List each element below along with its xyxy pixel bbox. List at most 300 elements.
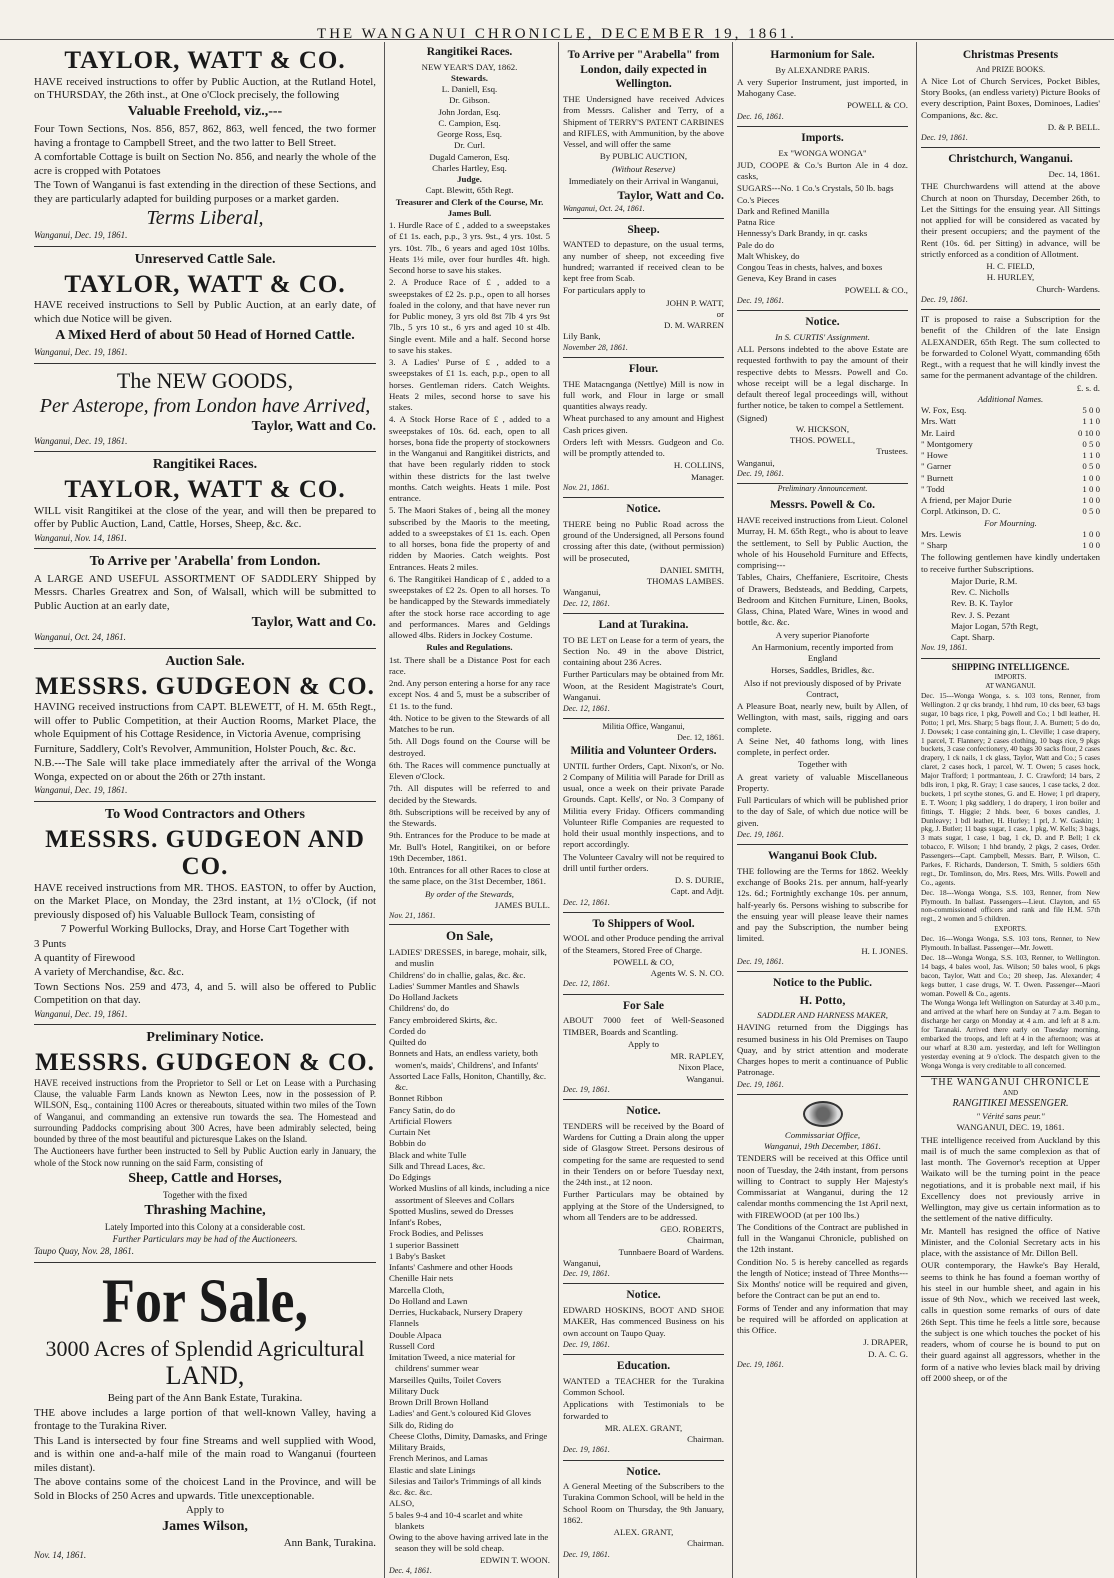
race-entry: 5. The Maori Stakes of , being all the money subscribed by the Maoris to the meeting, added to a sweepstakes of £1 1s. each. Open to all horses, bona fide the property of and ridden by Maories. Catch weights. Post Entrances. Heats 2 miles. [389,505,550,572]
ad-signature: D. & P. BELL. [1047,121,1100,132]
onsale-item: Cheese Cloths, Dimity, Damasks, and Fringe [389,1430,548,1441]
ad-firm: MESSRS. GUDGEON AND CO. [45,825,365,881]
masthead: THE WANGANUI CHRONICLE, DECEMBER 19, 1861. [0,0,1114,40]
ad-text: Furniture, Saddlery, Colt's Revolver, Ammunition, Holster Pouch, &c. &c. [34,742,356,755]
onsale-item: Russell Cord [389,1340,435,1351]
ad-text: Apply to [185,1504,225,1516]
ad-for-sale-timber [563,995,724,1100]
import-item: Hennessy's Dark Brandy, in qr. casks [737,228,868,239]
ad-signature: MR. RAPLEY, [670,1051,724,1062]
ad-text: HAVING returned from the Diggings has resumed business in his Old Premises on Taupo Quay, and by strict attention and moderate Charges hopes to merit a continuance of Public Patronage. [737,1022,908,1078]
ad-date: Dec. 12, 1861. [563,897,610,907]
ad-text: THE following are the Terms for 1862. Weekly exchange of Books 21s. per annum, half-yearly 12s. 6d.; Fortnightly exchange 10s. per annum, half-yearly 6s. Persons wishing to subscribe for the ensuing year will please leave their names and pay the Subscription, the number being limited. [737,865,908,944]
onsale-item: Imitation Tweed, a nice material for childrens' summer wear [389,1352,516,1374]
ad-text: A Seine Net, 40 fathoms long, with lines complete, in perfect order. [737,735,908,758]
ad-title: Unreserved Cattle Sale. [134,251,276,267]
subscription-row [921,473,1100,484]
shipping-text: Dec. 15---Wonga Wonga, s. s. 103 tons, Renner, from Wellington. 2 qr cks brandy, 1 hhd rum, 10 cks beer, 63 bags sugar, 10 bags rice, 1 pkg, Powell and Co.; 1 bdl leather, H. Potto; 1 prl, Mrs. Sharp; 5 bags flour, J. A. Burnett; 5 do do, J. Dowsek; 1 case containing gin, L. Cleville; 1 case drapery, 1 parcel, T. Flannery; 2 cases clothing, 10 bags rice, 9 pkgs buckets, 3 case confectionery, 40 bags 30 sacks flour, 2 cases drapery, 1 ck nails, 1 ck glass, Taylor, Watt and Co.; 5 cases claret, 2 cases hock, 1 parcel, W. T. Owen; 5 cases hock, Major Trafford; 1 portmanteau, J. C. Crawford; 14 bars, 2 bdls iron, 1 pkg, R. Gray; 1 case sauces, 1 case tacks, 2 doz. buckets, 1 prl scythe stones, G. and E. Howe; 1 prl drapery, E. T. Woon; 1 pkg saddlery, 1 do drapery, 1 iron boiler and fittings, T. Higgie; 2 hhds. beer, 6 boxes candles, J. Dunleavy; 1 bdl leather, H. Hurley; 1 prl, J. W. Gaskin; 1 pkg, J. Butler; 11 bags sugar, 1 case, 1 pkg, W. Kells; 3 bags, 3 mats sugar, 1 case, 1 bag, 1 ck, D. and P. Bell; 1 ck tobacco, F. Wilson; 1 hhd brandy, 2 pkgs, 2 cases, Order. Passengers---Capt. Campbell, Messrs. Barr, P. Wilson, C. Parkes, F. Richards, Danderson, T. Smith, 5 soldiers 65th regt., Dr. Tomlinson, do, Mrs. Rees, Mrs. Wills. Powell and Co., agents. [921,691,1100,887]
ad-signature: Wanganui. [686,1073,724,1084]
race-entry: 6. The Rangitikei Handicap of £ , added to a sweepstakes of £2 2s. Open to all horses. To be handicapped by the Stewards immediately after the stock horse race according to age and performances. Mares and Geldings allowed 4lbs. Riders in Jockey Costume. [389,573,550,641]
onsale-item: Frock Bodies, and Pelisses [389,1228,484,1239]
ad-date: Dec. 19, 1861. [737,468,784,478]
ad-signature: Nixon Place, [678,1062,724,1073]
ad-date: Dec. 16, 1861. [737,111,784,121]
ad-signature: Taylor, Watt and Co. [617,188,724,203]
ad-subhead: Valuable Freehold, viz.,--- [127,104,283,120]
race-entry: 2. A Produce Race of £ , added to a sweepstakes of £2 2s. p.p., open to all horses foaled in the colony, and that have never run for Public money, 3 yrs old 8st 7lb 4 yrs 9st 7lb., 5 yrs 10 st., 6 yrs and aged 10 st 4lb. Single event. Mile and a half. Second horse to save his stakes. [389,277,550,355]
ad-cattle-sale [34,247,376,364]
subscriber-name: W. Fox, Esq. [921,405,967,416]
onsale-item: Do Holland and Lawn [389,1295,468,1306]
ad-date: Dec. 19, 1861. [563,1269,610,1279]
ad-title: Notice. [626,1105,661,1118]
subscriber-name: " Howe [921,450,948,461]
onsale-item: Marseilles Quilts, Toilet Covers [389,1374,502,1385]
ad-subtitle: LAND, [165,1361,245,1391]
ad-text: EDWARD HOSKINS, BOOT AND SHOE MAKER, Has commenced Business on his own account on Taupo Quay. [563,1305,724,1338]
onsale-item: Bobbin do [389,1138,426,1149]
onsale-item: Fancy embroidered Skirts, &c. [389,1014,498,1025]
table-header: £. s. d. [1076,382,1100,393]
subscription-receiver: Rev. J. S. Pezant [951,609,1010,620]
ad-text: Together with [798,759,847,770]
ad-text: WOOL and other Produce pending the arrival of the Steamers, Stored Free of Charge. [563,933,724,955]
page-columns [30,42,1108,1575]
ad-signature: D. A. C. G. [868,1348,908,1359]
ad-signature: J. DRAPER, [863,1337,908,1348]
ad-text: HAVE received instructions to offer by Public Auction, at the Rutland Hotel, on THURSDAY, the 26th inst., at One o'Clock precisely, the following [34,75,376,101]
onsale-item: Childrens' do in challie, galas, &c. &c. [389,969,526,980]
subscription-table-mourning [921,529,1100,552]
subscription-row [921,439,1100,450]
ad-date: Taupo Quay, Nov. 28, 1861. [34,1246,135,1257]
ad-text: An Harmonium, recently imported from England [751,641,894,664]
rule: 4th. Notice to be given to the Stewards of all Matches to be run. [389,712,550,735]
order-signature: JAMES BULL. [494,899,550,910]
stewards-heading: Stewards. [451,72,488,83]
ad-signature: Taylor, Watt and Co. [251,418,376,434]
ad-signature: H. C. FIELD, [986,261,1035,272]
subscriber-name: " Burnett [921,472,954,483]
ad-text: THE Undersigned have received Advices from Messrs. Calisher and Terry, of a Shipment of TERRY'S PATENT CARBINES and RIFLES, with Ammunition, by the above Vessel, and will offer the same [563,94,724,150]
ad-subtitle: And PRIZE BOOKS. [975,64,1046,74]
ad-subhead: Thrashing Machine, [144,1203,266,1219]
ad-notice-public [737,972,908,1095]
ad-signature: THOMAS LAMBES. [646,576,724,587]
column-2 [384,42,554,1578]
ad-text: Together with the fixed [162,1189,248,1200]
onsale-item: French Merinos, and Lamas [389,1453,488,1464]
ad-signature: Church- Wardens. [1036,283,1100,294]
subscriber-name: Mr. Laird [921,427,955,438]
onsale-item: Flannels [389,1318,419,1329]
ad-subtitle: In S. CURTIS' Assignment. [775,331,870,342]
editorial-heading: THE WANGANUI CHRONICLE [931,1076,1090,1088]
ad-signature: Chairman. [687,1538,724,1549]
onsale-item: Owing to the above having arrived late in the season they will be sold cheap. [389,1532,549,1554]
ad-signature: D. M. WARREN [664,320,724,331]
ad-arabella-carbines [563,44,724,219]
subscription-receiver: Capt. Sharp. [951,632,995,643]
ad-title: Preliminary Notice. [146,1030,264,1046]
order-date: Nov. 21, 1861. [389,911,436,921]
ad-text: THE Matacnganga (Nettlye) Mill is now in full work, and Flour in large or small quantities always ready. [563,378,724,412]
rule: 7th. All disputes will be referred to and decided by the Stewards. [389,783,550,805]
subscription-row [921,405,1100,416]
royal-crest-icon [803,1101,843,1127]
column-5 [916,42,1104,1578]
ad-wood-contractors [34,802,376,1026]
steward: Charles Hartley, Esq. [432,162,507,173]
onsale-item: Silesias and Tailor's Trimmings of all kinds [389,1475,542,1486]
subscription-receiver: Rev. B. K. Taylor [951,598,1013,609]
ad-militia [563,719,724,912]
ad-date: Dec. 19, 1861. [921,133,968,143]
ad-subtitle: Per Asterope, from London have Arrived, [39,394,371,417]
ad-land-turakina [563,614,724,719]
ad-signature: H. COLLINS, [673,460,724,471]
ad-text: A very superior Pianoforte [775,629,870,640]
onsale-signature: EDWIN T. WOON. [480,1554,550,1565]
subscription-row [921,461,1100,472]
column-3 [558,42,728,1578]
ad-for-sale-land [34,1263,376,1566]
ad-text: Four Town Sections, Nos. 856, 857, 862, 863, well fenced, the two former having a frontage to Campbell Street, and the two latter to Bell Street. [34,123,376,149]
ad-signature: MR. ALEX. GRANT, [604,1422,683,1433]
ad-title: Harmonium for Sale. [770,49,875,61]
ad-text: Further Particulars may be obtained by applying at the Store of the Undersigned, to whom all Tenders are to be addressed. [563,1189,724,1222]
ad-text: This Land is intersected by four fine Streams and well supplied with Wood, and is within one and-a-half mile of the main road to Wanganui (fourteen miles distant). [34,1434,376,1474]
onsale-date: Dec. 4, 1861. [389,1565,432,1575]
ad-text: By PUBLIC AUCTION, [599,151,688,162]
ad-title: TAYLOR, WATT & CO. [64,47,346,74]
ad-title: Notice. [626,1289,661,1302]
ad-signed: (Signed) [737,412,768,423]
subscription-amount: 1 0 0 [1082,483,1100,494]
onsale-item: Bonnets and Hats, an endless variety, both women's, maids', Childrens', and Infants' [389,1048,539,1070]
subscription-row [921,450,1100,461]
ad-title: Christchurch, Wanganui. [948,153,1073,166]
ad-wool [563,913,724,995]
ad-signature: Chairman. [687,1434,724,1445]
onsale-item: Silk do, Riding do [389,1419,454,1430]
ad-text: IT is proposed to raise a Subscription for the benefit of the Children of the late Ensign ALEXANDER, 65th Regt. The sum collected to be forwarded to Colonel Wyatt, commanding 65th Regt., with a request that he will kindly invest the same for the permanent advantage of the children. [921,314,1100,381]
ad-notice-hoskins [563,1284,724,1355]
ad-text: TO BE LET on Lease for a term of years, the Section No. 49 in the above District, containing about 236 Acres. [563,634,724,668]
ad-title: Imports. [801,131,844,144]
ad-date: Dec. 19, 1861. [737,1079,784,1089]
ad-signature: Capt. and Adjt. [670,886,724,897]
onsale-item: Assorted Lace Falls, Honiton, Chantilly, &c. &c. [389,1070,547,1093]
ad-notice-meeting [563,1461,724,1564]
ad-text: Apply to [627,1038,660,1049]
subscriber-name: Mrs. Lewis [921,528,962,539]
ad-title: To Arrive per 'Arabella' from London. [89,554,321,570]
onsale-item: Infants' Cashmere and other Hoods [389,1262,513,1273]
ad-text: 7 Powerful Working Bullocks, Dray, and Horse Cart Together with [60,923,350,936]
subscriber-name: Mrs. Watt [921,416,956,427]
onsale-item: Spotted Muslins, sewed do Dresses [389,1205,514,1216]
ad-text: Immediately on their Arrival in Wanganui, [568,175,719,186]
ad-text: HAVE received instructions from MR. THOS. EASTON, to offer by Auction, on the Market Place, on Monday, the 23rd instant, at 1½ o'Clock, (if not previously disposed of) his Valuable Bullock Team, consisting of [34,881,376,921]
ad-date: Nov. 21, 1861. [563,482,610,492]
import-item: Patna Rice [737,217,775,228]
race-entry: 4. A Stock Horse Race of £ , added to a sweepstakes of 10s. 6d. each, open to all horses, bona fide the property of stockowners in the Wanganui and Rangitikei districts, and that have been regularly ridden to stock within these districts for the last twelve months. Catch weights. Heats 1 mile. Post entrance. [389,414,550,504]
ad-text: THE above includes a large portion of that well-known Valley, having a frontage to the Turakina River. [34,1406,376,1433]
ad-title: Notice. [626,503,661,516]
onsale-item: Double Alpaca [389,1329,442,1340]
ad-title: For Sale, [102,1266,308,1336]
ad-text: A General Meeting of the Subscribers to the Turakina Common School, will be held in the School Room on Thursday, the 9th January, 1862. [563,1481,724,1525]
ad-text: ABOUT 7000 feet of Well-Seasoned TIMBER, Boards and Scantling. [563,1015,724,1037]
ad-title: Land at Turakina. [598,618,689,631]
import-item: Pale do do [737,239,775,250]
ad-date: November 28, 1861. [563,342,628,352]
steward: Dugald Cameron, Esq. [429,151,510,162]
ad-title: Sheep. [627,223,660,236]
import-item: Geneva, Key Brand in cases [737,273,837,284]
onsale-item: &c. &c. &c. [389,1487,433,1498]
shipping-text: Dec. 16---Wonga Wonga, S.S. 103 tons, Renner, to New Plymouth. In ballast. Passenger---Mr. Jowett. [921,934,1100,953]
onsale-item: Infant's Robes, [389,1217,442,1228]
onsale-item: Artificial Flowers [389,1115,452,1126]
ad-text: Horses, Saddles, Bridles, &c. [770,665,875,676]
onsale-item: Military Duck [389,1385,440,1396]
race-entry: 1. Hurdle Race of £ , added to a sweepstakes of £1 1s. each, p.p., 3 yrs. 9st., 4 yrs. 10st. 5 yrs. 10st. 7lb., 6 years and aged 10st 10lbs. Heats 1½ mile, over four hurdles 4ft. high. Second horse to save his stakes. [389,220,550,276]
subscription-amount: 1 1 0 [1082,450,1100,461]
ad-text: Tables, Chairs, Cheffaniere, Escritoire, Chests of Drawers, Bedsteads, and Bedding, Carpets, Bedroom and Kitchen Furniture, Linen, Books, Glass, China, Plated Ware, Wines in wood and bottle, &c. &c. [737,572,908,628]
ad-date: Dec. 19, 1861. [563,1339,610,1349]
militia-office: Militia Office, Wanganui, [602,722,685,732]
editorial-text: THE intelligence received from Auckland by this mail is of much the same complexion as that of last month. The Governor's reception at Upper Waikato will be the turning point in the peace negotiations, and it is probable next mail, if his Excellency does not previously arrive in Wellington, may give us certain information as to the settlement of the native difficulty. [921,1134,1100,1224]
onsale-item: ALSO, [389,1498,415,1509]
subscription-receivers [921,576,1100,644]
ad-signature: THOS. POWELL, [789,435,856,446]
subscription-amount: 5 0 0 [1082,405,1100,416]
ad-signature: W. HICKSON, [795,423,850,434]
ad-text: A comfortable Cottage is built on Section No. 856, and nearly the whole of the acre is cropped with Potatoes [34,151,376,177]
order-line: By order of the Stewards, [424,888,515,899]
steward: C. Campion, Esq. [438,117,501,128]
onsale-item: Do Edgings [389,1172,431,1183]
ad-christmas [921,44,1100,148]
ad-signature: Manager. [691,471,724,482]
ad-text: HAVE received instructions from Lieut. Colonel Murray, H. M. 65th Regt., who is about to leave the settlement, to Sell by Public Auction, the whole of his Household Furniture and Effects, comprising--- [737,515,908,571]
onsale-item: Derries, Huckaback, Nursery Drapery [389,1307,523,1318]
onsale-item: Worked Muslins of all kinds, including a nice assortment of Sleeves and Collars [389,1183,550,1205]
ad-text: For particulars apply to [563,285,646,296]
ad-place: Wanganui, [563,1257,601,1268]
treasurer: Treasurer and Clerk of the Course, Mr. James Bull. [395,196,544,218]
ad-title: Christmas Presents [962,49,1059,61]
ad-title: Notice to the Public. [772,977,872,989]
ad-text: TENDERS will be received at this Office until noon of Tuesday, the 24th instant, from persons willing to Contract to supply Her Majesty's Commissariat at Wanganui, during the 12 calendar months commencing the 1st April next, with FIREWOOD (at per 100 lbs.) [737,1153,908,1220]
ad-date: Dec. 19, 1861. [737,295,784,305]
subscriber-name: " Sharp [921,540,948,551]
ad-date: Wanganui, Nov. 14, 1861. [34,532,127,543]
subscription-receiver: Major Durie, R.M. [951,575,1018,586]
onsale-item: Quilted do [389,1037,427,1048]
ad-text: ALL Persons indebted to the above Estate are requested forthwith to pay the amount of their respective debts to Messrs. Powell and Co. whose receipt will be a legal discharge. In default thereof legal proceedings will, without further notice, be taken to compel a Settlement. [737,344,908,411]
subscription-row [921,428,1100,439]
onsale-item: 1 superior Bassinett [389,1239,459,1250]
ad-text: Also if not previously disposed of by Private Contract, [743,677,902,699]
ad-signature: Tunnbaere Board of Wardens. [618,1246,724,1257]
ad-sheep [563,219,724,358]
rule: 10th. Entrances for all other Races to close at the same place, on the 31st December, 1861. [389,865,550,887]
subscription-amount: 0 5 0 [1082,461,1100,472]
ad-title: Notice. [626,1465,661,1478]
ad-text: Being part of the Ann Bank Estate, Turakina. [107,1392,303,1405]
ad-date: Dec. 19, 1861. [921,294,968,304]
onsale-item: Military Braids, [389,1442,446,1453]
ad-text: The Volunteer Cavalry will not be required to drill until further orders. [563,851,724,873]
ad-trade: SADDLER AND HARNESS MAKER, [757,1010,888,1021]
ad-text: THE Churchwardens will attend at the above Church at noon on Thursday, December 26th, to Let the Sittings for the ensuing year. All Sittings not applied for will be considered as vacated by their present occupiers; and the payment of the Rent (10s. 6d. per Sitting) in advance, will be strictly enforced as a condition of Allotment. [921,181,1100,259]
ad-signature: ALEX. GRANT, [613,1527,674,1538]
ad-signature: James Wilson, [162,1519,248,1535]
stewards-list [389,84,550,174]
rule: 8th. Subscriptions will be received by any of the Stewards. [389,806,550,829]
ad-title: The NEW GOODS, [116,367,294,393]
ad-text: By ALEXANDRE PARIS. [775,64,870,75]
subscriber-name: " Montgomery [921,438,973,449]
rule: 2nd. Any person entering a horse for any race except Nos. 4 and 5, must be a subscriber of £1 1s. to the fund. [389,678,550,711]
subscription-table [921,405,1100,518]
ad-title: Rangitikei Races. [152,457,258,473]
editorial-date: WANGANUI, DEC. 19, 1861. [956,1122,1065,1133]
ad-date: Dec. 19, 1861. [737,829,784,839]
onsale-item: Ladies' and Gent.'s coloured Kid Gloves [389,1408,531,1419]
shipping-text: Dec. 18---Wonga Wonga, S.S. 103, Renner, to Wellington. 14 bags, 4 bales wool, Jas. Wilson; 50 bales wool, 6 pkgs bacon, Taylor, Watt and Co.; 20 sheep, Jas. Alexander; 4 kegs butter, 1 case drugs, W. T. Owen. Passenger---Maori woman. Powell & Co., agents. [921,952,1100,998]
rules-heading: Rules and Regulations. [426,642,513,653]
ad-text: A great variety of valuable Miscellaneous Property. [737,771,908,793]
subscription-amount: 1 1 0 [1082,416,1100,427]
ad-text: WANTED to depasture, on the usual terms, any number of sheep, not exceeding five hundred; warranted if received clean to be kept free from Scab. [563,239,724,284]
judge-heading: Judge. [457,174,482,185]
ad-text: A variety of Merchandise, &c. &c. [34,966,184,979]
ad-taylor-freehold [34,44,376,247]
onsale-item: Black and white Tulle [389,1149,467,1160]
column-1 [30,42,380,1578]
ad-subhead: Sheep, Cattle and Horses, [128,1170,282,1186]
subscription-row [921,506,1100,517]
ad-signature: Taylor, Watt and Co. [251,615,376,631]
ad-text: Town Sections Nos. 259 and 473, 4, and 5. will also be offered to Public Competition on that day. [34,980,376,1007]
ad-signature-place: Ann Bank, Turakina. [283,1537,376,1550]
onsale-item: LADIES' DRESSES, in barege, mohair, silk, and muslin [389,947,547,969]
shipping-exports: EXPORTS. [994,925,1027,934]
ad-signature: POWELL & CO, [612,956,674,967]
subscription-amount: 0 5 0 [1082,438,1100,449]
ad-text: WANTED a TEACHER for the Turakina Common School. [563,1375,724,1398]
ad-commissariat [737,1095,908,1374]
militia-office-date: Dec. 12, 1861. [677,732,724,742]
ad-text: A LARGE AND USEFUL ASSORTMENT OF SADDLERY Shipped by Messrs. Charles Greatrex and Son, of Walsall, which will be submitted to Public Auction at an early date, [34,572,376,612]
ad-notice-road [563,498,724,614]
shipping-text: Dec. 18---Wonga Wonga, S.S. 103, Renner, from New Plymouth. In ballast. Passengers---Lieut. Clayton, and 65 non-commissioned officers and rank and file H.M. 57th regt., 2 women and 5 children. [921,887,1100,924]
prelim-announcement: Preliminary Announcement. [777,484,868,494]
onsale-item: Curtain Net [389,1127,431,1138]
ad-notice-curtis [737,311,908,484]
onsale-title: On Sale, [446,928,493,944]
ad-date: Dec. 12, 1861. [563,598,610,608]
subscriber-name: Corpl. Atkinson, D. C. [921,506,1001,517]
ad-title: Wanganui Book Club. [768,850,877,863]
ad-text: A quantity of Firewood [34,952,136,964]
import-item: Congou Teas in chests, halves, and boxes [737,262,883,273]
subscription-amount: 0 5 0 [1082,506,1100,517]
subscription-receiver: Rev. C. Nicholls [951,587,1010,598]
subscriber-name: " Garner [921,461,952,472]
ad-place: Wanganui, [737,457,775,468]
subscription-row [921,495,1100,506]
steward: Dr. Curl. [453,140,486,151]
ad-text: JUD, COOPE & Co.'s Burton Ale in 4 doz. casks, [737,159,908,182]
column-4 [732,42,912,1578]
ad-text: Applications with Testimonials to be forwarded to [563,1399,724,1421]
steward: John Jordan, Esq. [438,106,501,117]
ad-signature: or [716,308,724,319]
ad-firm: MESSRS. GUDGEON & CO. [35,1049,375,1077]
ad-place: Lily Bank, [563,331,601,342]
ad-text: A Nice Lot of Church Services, Pocket Bibles, Story Books, (an endless variety) Picture Books of every description, Paint Boxes, Dominoes, Ladies' Companions, &c. &c. [921,75,1100,120]
subscription-amount: 1 0 0 [1082,540,1100,551]
ad-text: A Pleasure Boat, nearly new, built by Allen, of Wellington, with mast, sails, rigging and oars complete. [737,701,908,734]
ad-text: (Without Reserve) [611,163,676,174]
ad-date: Wanganui, Dec. 19, 1861. [34,435,128,446]
onsale-item: Ladies' Summer Mantles and Shawls [389,980,520,991]
ad-powell [737,494,908,845]
ad-imports [737,127,908,311]
ad-signature: Chairman, [687,1235,724,1246]
ad-notice-tenders [563,1100,724,1284]
ad-title: Messrs. Powell & Co. [769,499,876,512]
ad-rangitikei-visit [34,452,376,549]
ad-text: HAVING received instructions from CAPT. BLEWETT, of H. M. 65th Regt., will offer to Public Competition, at their Auction Rooms, Market Place, the whole Equipment of his Cottage Residence, in Victoria Avenue, comprising [34,701,376,741]
imports-list [737,183,908,284]
onsale-item: Childrens' do, do [389,1003,449,1014]
ad-signature: DANIEL SMITH, [659,564,724,575]
onsale-item: Bonnet Ribbon [389,1093,443,1104]
ad-signature: JOHN P. WATT, [666,297,724,308]
ad-text: Lately Imported into this Colony at a considerable cost. [104,1221,306,1232]
ad-text: TENDERS will be received by the Board of Wardens for Cutting a Drain along the upper side of Glasgow Street. Persons desirous of competing for the same are requested to send in their Tenders on or before Tuesday next, the 24th inst., at 12 noon. [563,1120,724,1188]
editorial [921,1077,1100,1385]
ad-text: UNTIL further Orders, Capt. Nixon's, or No. 2 Company of Militia will Parade for Drill as usual, once a week on their private Parade Grounds. Capt. Kells', or No. 3 Company of Militia every Friday. Officers commanding Volunteer Rifle Companies are requested to hold their usual monthly inspections, and to report accordingly. [563,760,724,850]
subscription-amount: 1 0 0 [1082,528,1100,539]
subscriber-name: A friend, per Major Durie [921,495,1012,506]
ad-text: Orders left with Messrs. Gudgeon and Co. will be promptly attended to. [563,436,724,459]
ad-signature: POWELL & CO., [844,284,908,295]
ad-signature: H. HURLEY, [986,272,1035,283]
onsale-item: Marcella Cloth, [389,1284,445,1295]
ad-date: Nov. 19, 1861. [921,643,968,653]
ad-signature: H. I. JONES. [861,945,908,956]
ad-harmonium [737,44,908,127]
ad-subhead: A Mixed Herd of about 50 Head of Horned Cattle. [55,328,355,344]
ad-signature: POWELL & CO. [846,100,908,111]
ad-education [563,1355,724,1460]
ad-date: Dec. 19, 1861. [737,956,784,966]
ad-date: Wanganui, Oct. 24, 1861. [34,632,126,643]
table-subhead: For Mourning. [984,517,1037,528]
shipping-title: SHIPPING INTELLIGENCE. [951,661,1070,672]
onsale-item: 1 Baby's Basket [389,1250,446,1261]
subscription-row [921,484,1100,495]
ad-flour [563,358,724,498]
ad-saddlery [34,549,376,649]
